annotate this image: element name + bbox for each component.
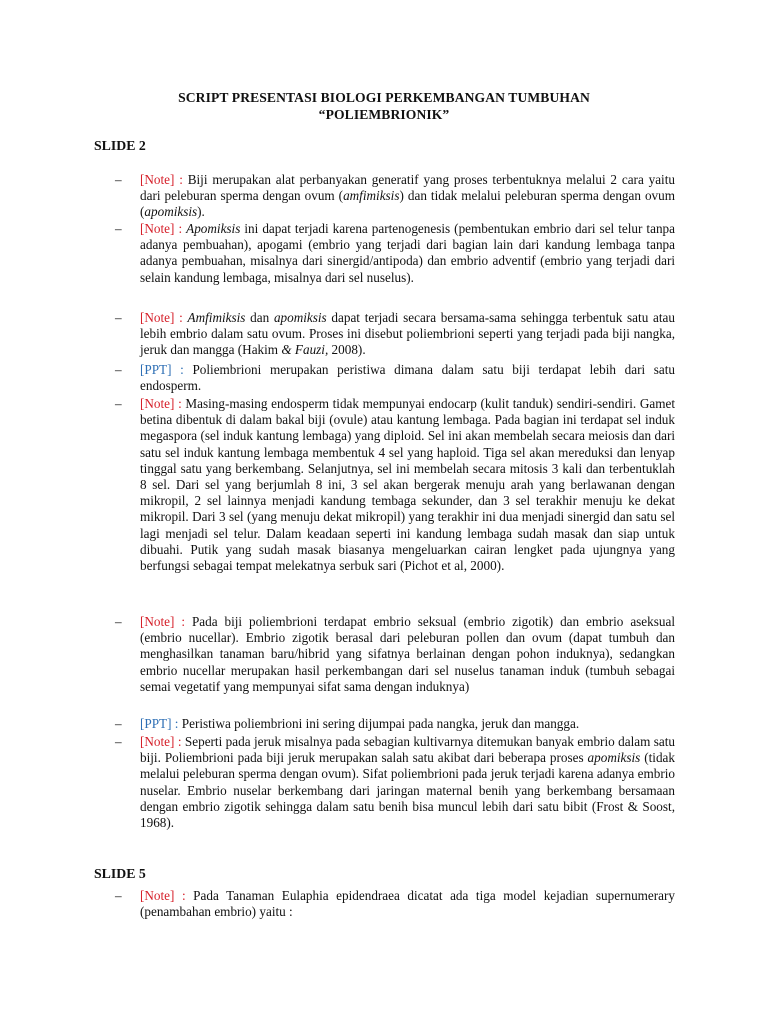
- ppt-tag: [PPT] :: [140, 362, 184, 377]
- note-item: [115, 614, 675, 695]
- italic-term: Apomiksis: [186, 221, 241, 236]
- note-tag: [Note] :: [140, 396, 182, 411]
- item-text: dan: [245, 310, 274, 325]
- section-heading-slide-2: SLIDE 2: [94, 138, 146, 153]
- bullet-dash: –: [115, 310, 122, 325]
- note-tag: [Note] :: [140, 310, 183, 325]
- bullet-dash: –: [115, 888, 122, 903]
- bullet-dash: –: [115, 734, 122, 749]
- note-tag: [Note] :: [140, 221, 183, 236]
- bullet-dash: –: [115, 362, 122, 377]
- item-text: dapat terjadi secara bersama-sama sehingga terbentuk satu atau lebih embrio dalam satu ovum. Proses ini disebut poliembrioni seperti yang terjadi pada biji nangka, jeruk dan mangga (Hakim: [140, 310, 675, 358]
- ppt-tag: [PPT] :: [140, 716, 179, 731]
- item-text: ini dapat terjadi karena partenogenesis (pembentukan embrio dari sel telur tanpa adanya pembuahan), apogami (embrio yang terjadi dari bagian lain dari kandung lembaga tanpa adanya pembuahan, misalnya dari sinergid/antipoda) dan embrio adventif (embrio yang terjadi dari selain kandung lembaga, misalnya dari sel nuselus).: [140, 221, 675, 285]
- italic-term: Amfimiksis: [187, 310, 246, 325]
- section-heading-slide-5: SLIDE 5: [94, 866, 146, 881]
- ppt-item: [115, 362, 675, 394]
- note-item: [115, 888, 675, 920]
- note-tag: [Note] :: [140, 172, 183, 187]
- document-title: [0, 89, 768, 123]
- italic-term: apomiksis: [144, 204, 198, 220]
- note-item: [115, 310, 675, 359]
- title-line-2: “POLIEMBRIONIK”: [318, 107, 450, 122]
- italic-term: apomiksis: [273, 310, 327, 325]
- note-item: [115, 172, 675, 221]
- item-text: ) dan tidak melalui peleburan sperma dengan ovum (: [140, 188, 675, 220]
- italic-term: & Fauzi,: [281, 342, 329, 358]
- note-item: [115, 221, 675, 286]
- item-text: ).: [197, 204, 205, 220]
- note-tag: [Note] :: [140, 888, 186, 903]
- note-tag: [Note] :: [140, 614, 186, 629]
- item-text: Pada Tanaman Eulaphia epidendraea dicatat ada tiga model kejadian supernumerary (penambahan embrio) yaitu :: [140, 888, 675, 920]
- title-line-1: SCRIPT PRESENTASI BIOLOGI PERKEMBANGAN TUMBUHAN: [178, 90, 590, 105]
- item-text: (tidak melalui peleburan sperma dengan ovum). Sifat poliembrioni pada jeruk terjadi karena adanya embrio nuselar. Embrio nuselar berkembang dari jaringan maternal benih yang berkembang bersamaan dengan embrio zigotik sehingga dalam satu benih bisa muncul lebih dari satu bibit (Frost & Soost, 1968).: [140, 750, 675, 831]
- item-text: Pada biji poliembrioni terdapat embrio seksual (embrio zigotik) dan embrio aseksual (embrio nucellar). Embrio zigotik berasal dari peleburan pollen dan ovum (dapat tumbuh dan menghasilkan tanaman baru/hibrid yang sifatnya berlainan dengan pohon induknya), sedangkan embrio nucellar merupakan hasil perkembangan dari sel nuselus tanaman induk (tumbuh sebagai semai vegetatif yang mempunyai sifat sama dengan induknya): [140, 614, 675, 694]
- note-item: [115, 734, 675, 831]
- note-item: [115, 396, 675, 574]
- item-text: Peristiwa poliembrioni ini sering dijumpai pada nangka, jeruk dan mangga.: [178, 716, 580, 731]
- bullet-dash: –: [115, 172, 122, 187]
- italic-term: amfimiksis: [343, 188, 400, 204]
- bullet-dash: –: [115, 614, 122, 629]
- item-text: 2008).: [328, 342, 366, 358]
- item-text: Poliembrioni merupakan peristiwa dimana dalam satu biji terdapat lebih dari satu endosperm.: [140, 362, 675, 394]
- note-tag: [Note] :: [140, 734, 182, 749]
- ppt-item: [115, 716, 675, 732]
- item-text: Biji merupakan alat perbanyakan generatif yang proses terbentuknya melalui 2 cara yaitu dari peleburan sperma dengan ovum (: [140, 172, 675, 204]
- italic-term: apomiksis: [587, 750, 641, 766]
- bullet-dash: –: [115, 716, 122, 731]
- bullet-dash: –: [115, 396, 122, 411]
- item-text: Seperti pada jeruk misalnya pada sebagian kultivarnya ditemukan banyak embrio dalam satu biji. Poliembrioni pada biji jeruk merupakan salah satu akibat dari beberapa proses: [140, 734, 675, 766]
- item-text: Masing-masing endosperm tidak mempunyai endocarp (kulit tanduk) sendiri-sendiri. Gamet betina dibentuk di dalam bakal biji (ovule) atau kantung lembaga. Pada bagian ini terdapat sel induk megaspora (sel induk kantung lembaga) yang diploid. Sel ini akan membelah secara meiosis dan dari satu sel induk kantung lembaga membentuk 4 sel yang haploid. Tiga sel akan mereduksi dan lenyap tinggal satu yang berkembang. Selanjutnya, sel ini membelah secara mitosis 3 kali dan terbentuklah 8 sel. Dari sel yang berjumlah 8 ini, 3 sel akan bergerak menuju arah yang berlawanan dengan mikropil, 2 sel lainnya menjadi kandung tembaga sekunder, dan 3 sel terakhir menuju ke dekat mikropil. Dari 3 sel (yang menuju dekat mikropil) yang terakhir ini dua menjadi sinergid dan satu sel lagi menjadi sel telur. Dalam keadaan seperti ini kandung lembaga sudah masak dan siap untuk dibuahi. Putik yang sudah masak biasanya mengeluarkan cairan lengket pada ujungnya yang berfungsi sebagai tempat melekatnya serbuk sari (Pichot et al, 2000).: [140, 396, 675, 574]
- bullet-dash: –: [115, 221, 122, 236]
